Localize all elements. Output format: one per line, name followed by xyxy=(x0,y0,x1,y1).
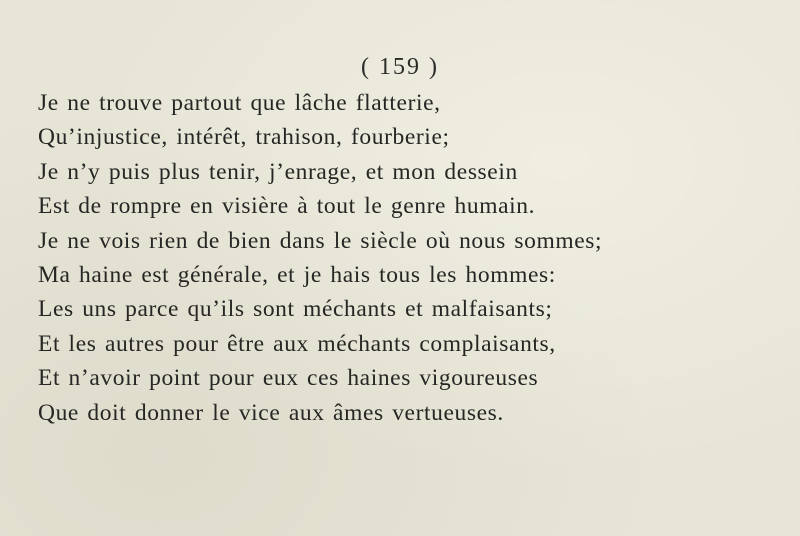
verse-line: Que doit donner le vice aux âmes vertueuses. xyxy=(38,399,504,426)
verse-line: Les uns parce qu’ils sont méchants et malfaisants; xyxy=(38,296,553,323)
verse-line: Je ne trouve partout que lâche flatterie, xyxy=(38,90,441,116)
verse-line: Et n’avoir point pour eux ces haines vigoureuses xyxy=(38,365,539,392)
page-number: ( 159 ) xyxy=(361,54,439,80)
verse-line: Est de rompre en visière à tout le genre humain. xyxy=(38,193,536,220)
verse-line: Et les autres pour être aux méchants complaisants, xyxy=(38,330,556,357)
verse-line: Qu’injustice, intérêt, trahison, fourberie; xyxy=(38,124,450,151)
verse-line: Je n’y puis plus tenir, j’enrage, et mon dessein xyxy=(38,158,518,185)
verse-line: Ma haine est générale, et je hais tous les hommes: xyxy=(38,262,556,289)
verse-block xyxy=(38,86,788,430)
verse-line: Je ne vois rien de bien dans le siècle où nous sommes; xyxy=(38,227,603,254)
